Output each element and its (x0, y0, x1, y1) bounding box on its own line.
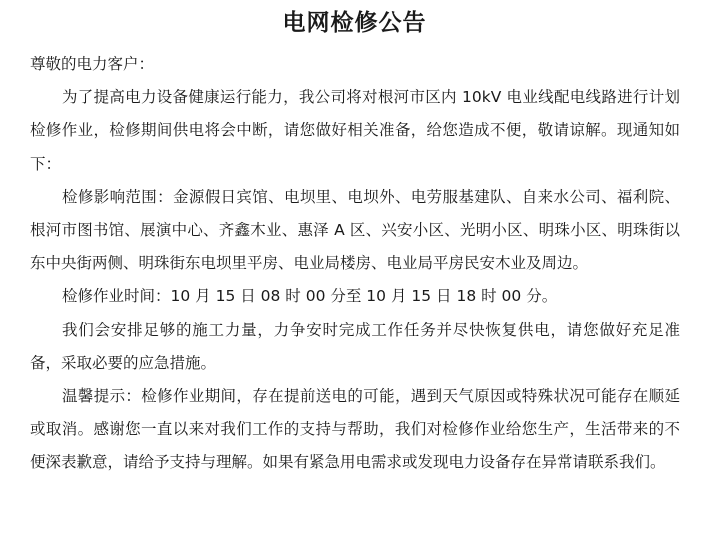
salutation: 尊敬的电力客户： (30, 55, 155, 73)
reminder-paragraph: 温馨提示：检修作业期间，存在提前送电的可能，遇到天气原因或特殊状况可能存在顺延或取消。感谢您一直以来对我们工作的支持与帮助，我们对检修作业给您生产，生活带来的不便深表歉意，请给予支持与理解。如果有紧急用电需求或发现电力设备存在异常请联系我们。 (30, 387, 680, 472)
notice-title: 电网检修公告 (282, 10, 427, 36)
commitment-paragraph: 我们会安排足够的施工力量，力争安时完成工作任务并尽快恢复供电，请您做好充足准备，采取必要的应急措施。 (30, 320, 680, 372)
notice-body (30, 48, 680, 480)
intro-paragraph: 为了提高电力设备健康运行能力，我公司将对根河市区内 10kV 电业线配电线路进行计划检修作业，检修期间供电将会中断，请您做好相关准备，给您造成不便，敬请谅解。现通知如下： (30, 88, 680, 173)
affected-area-paragraph: 检修影响范围：金源假日宾馆、电坝里、电坝外、电劳服基建队、自来水公司、福利院、根河市图书馆、展演中心、齐鑫木业、惠泽 A 区、兴安小区、光明小区、明珠小区、明珠街以东中央街两侧、明珠街东电坝里平房、电业局楼房、电业局平房民安木业及周边。 (30, 187, 680, 273)
work-time-paragraph: 检修作业时间：10 月 15 日 08 时 00 分至 10 月 15 日 18 时 00 分。 (62, 287, 558, 306)
